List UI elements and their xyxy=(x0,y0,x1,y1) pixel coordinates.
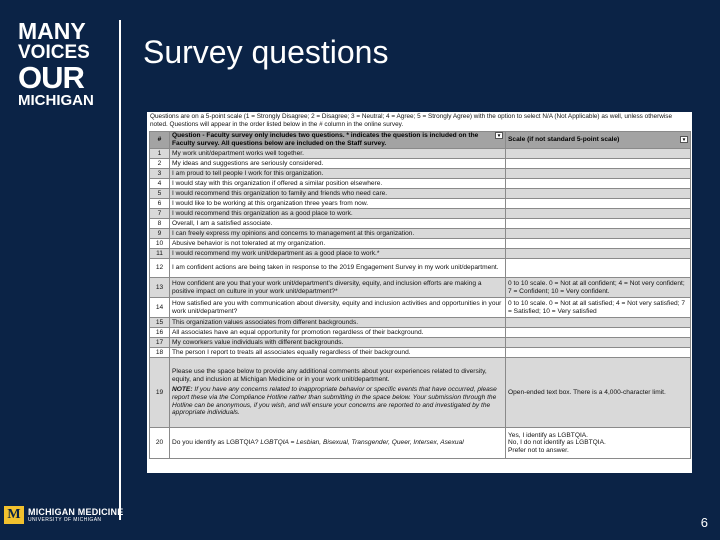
row-question: I would recommend this organization as a good place to work. xyxy=(170,209,506,219)
row-num: 8 xyxy=(150,219,170,229)
row-num: 4 xyxy=(150,179,170,189)
logo-line-3: OUR xyxy=(18,60,84,95)
row-question: My work unit/department works well together. xyxy=(170,149,506,159)
row-question-italic: LGBTQIA = Lesbian, Bisexual, Transgender, Queer, Intersex, Asexual xyxy=(260,439,464,447)
logo-line-4: MICHIGAN xyxy=(18,92,94,109)
row-num: 17 xyxy=(150,338,170,348)
row-question-note xyxy=(172,386,503,416)
row-num: 15 xyxy=(150,318,170,328)
row-scale xyxy=(506,159,691,169)
row-scale xyxy=(506,259,691,278)
row-scale xyxy=(506,189,691,199)
row-question: My ideas and suggestions are seriously considered. xyxy=(170,159,506,169)
row-question: This organization values associates from different backgrounds. xyxy=(170,318,506,328)
table-header-row xyxy=(150,132,691,149)
row-scale: Open-ended text box. There is a 4,000-character limit. xyxy=(506,358,691,428)
row-scale xyxy=(506,348,691,358)
row-num: 12 xyxy=(150,259,170,278)
row-scale xyxy=(506,219,691,229)
table-row xyxy=(150,358,691,428)
table-row xyxy=(150,169,691,179)
row-num: 2 xyxy=(150,159,170,169)
questions-table xyxy=(149,131,691,459)
table-row xyxy=(150,159,691,169)
table-row xyxy=(150,199,691,209)
page-number: 6 xyxy=(700,515,708,530)
row-num: 13 xyxy=(150,278,170,298)
table-row xyxy=(150,249,691,259)
row-question: I would stay with this organization if offered a similar position elsewhere. xyxy=(170,179,506,189)
row-question: I would recommend my work unit/department as a good place to work.* xyxy=(170,249,506,259)
row-question: Overall, I am a satisfied associate. xyxy=(170,219,506,229)
row-scale xyxy=(506,318,691,328)
row-question: The person I report to treats all associates equally regardless of their background. xyxy=(170,348,506,358)
row-num: 18 xyxy=(150,348,170,358)
vertical-divider xyxy=(119,20,121,520)
footer-logo-line-1: MICHIGAN MEDICINE xyxy=(28,507,124,517)
many-voices-logo xyxy=(18,20,108,109)
table-row xyxy=(150,428,691,459)
header-scale-text: Scale (if not standard 5-point scale) xyxy=(508,136,620,144)
note-label: NOTE: xyxy=(172,386,193,394)
header-num: # xyxy=(150,132,170,149)
row-scale xyxy=(506,229,691,239)
logo-line-1: MANY xyxy=(18,18,86,44)
table-row xyxy=(150,189,691,199)
row-scale xyxy=(506,249,691,259)
row-question: All associates have an equal opportunity for promotion regardless of their background. xyxy=(170,328,506,338)
footer-logo-line-2: UNIVERSITY OF MICHIGAN xyxy=(28,517,102,523)
row-scale xyxy=(506,428,691,459)
table-row xyxy=(150,219,691,229)
logo-line-2: VOICES xyxy=(18,42,90,63)
row-question: How satisfied are you with communication about diversity, equity and inclusion activities and opportunities in your work unit/department? xyxy=(170,298,506,318)
row-num: 9 xyxy=(150,229,170,239)
table-row xyxy=(150,229,691,239)
row-num: 10 xyxy=(150,239,170,249)
row-num: 20 xyxy=(150,428,170,459)
row-scale: 0 to 10 scale. 0 = Not at all satisfied; 4 = Not very satisfied; 7 = Satisfied; 10 = Very satisfied xyxy=(506,298,691,318)
row-num: 7 xyxy=(150,209,170,219)
scale-option: Yes, I identify as LGBTQIA. xyxy=(508,431,589,439)
table-row xyxy=(150,328,691,338)
row-question: How confident are you that your work unit/department's diversity, equity, and inclusion efforts are making a positive impact on culture in your work unit/department?* xyxy=(170,278,506,298)
row-question: I can freely express my opinions and concerns to management at this organization. xyxy=(170,229,506,239)
row-question-text: Do you identify as LGBTQIA? xyxy=(172,439,259,447)
table-row xyxy=(150,318,691,328)
row-scale xyxy=(506,179,691,189)
row-question: I am confident actions are being taken in response to the 2019 Engagement Survey in my work unit/department. xyxy=(170,259,506,278)
table-row xyxy=(150,298,691,318)
row-num: 19 xyxy=(150,358,170,428)
row-scale: 0 to 10 scale. 0 = Not at all confident; 4 = Not very confident; 7 = Confident; 10 = Very confident. xyxy=(506,278,691,298)
row-num: 14 xyxy=(150,298,170,318)
row-num: 6 xyxy=(150,199,170,209)
row-scale xyxy=(506,338,691,348)
row-num: 5 xyxy=(150,189,170,199)
header-scale xyxy=(506,132,691,149)
row-scale xyxy=(506,209,691,219)
table-row xyxy=(150,179,691,189)
table-row xyxy=(150,338,691,348)
row-question xyxy=(170,428,506,459)
block-m-icon: M xyxy=(4,506,24,524)
slide-title: Survey questions xyxy=(143,34,389,70)
filter-dropdown-icon[interactable]: ▾ xyxy=(495,132,503,139)
michigan-medicine-logo xyxy=(4,506,123,524)
row-question-text: Please use the space below to provide any additional comments about your experiences related to diversity, equity, and inclusion at Michigan Medicine or in your work unit/department. xyxy=(172,368,487,383)
row-question: My coworkers value individuals with different backgrounds. xyxy=(170,338,506,348)
row-scale xyxy=(506,328,691,338)
row-scale xyxy=(506,199,691,209)
table-row xyxy=(150,348,691,358)
row-num: 3 xyxy=(150,169,170,179)
scale-option: No, I do not identify as LGBTQIA. xyxy=(508,439,606,447)
note-text: If you have any concerns related to inappropriate behavior or specific events that have occurred, please report these via the Compliance Hotline rather than submitting in the space below. Your submission through the Hotline can be anonymous, if you wish, and will ensure your concerns are reported to and investigated by the appropriate individuals. xyxy=(172,386,497,417)
table-row xyxy=(150,149,691,159)
header-question xyxy=(170,132,506,149)
row-scale xyxy=(506,239,691,249)
row-question xyxy=(170,358,506,428)
scale-note: Questions are on a 5-point scale (1 = Strongly Disagree; 2 = Disagree; 3 = Neutral; 4 = Agree; 5 = Strongly Agree) with the option to select N/A (Not Applicable) as well, unless otherwise noted. Questions will appear in the order listed below in the # column in the online survey. xyxy=(150,113,673,128)
filter-dropdown-icon[interactable]: ▾ xyxy=(680,136,688,143)
table-row xyxy=(150,209,691,219)
row-num: 16 xyxy=(150,328,170,338)
table-row xyxy=(150,278,691,298)
table-row xyxy=(150,239,691,249)
row-scale xyxy=(506,169,691,179)
scale-option: Prefer not to answer. xyxy=(508,446,569,454)
row-num: 11 xyxy=(150,249,170,259)
row-question: Abusive behavior is not tolerated at my organization. xyxy=(170,239,506,249)
row-question: I am proud to tell people I work for this organization. xyxy=(170,169,506,179)
spreadsheet-image xyxy=(147,112,692,473)
row-question: I would like to be working at this organization three years from now. xyxy=(170,199,506,209)
row-num: 1 xyxy=(150,149,170,159)
row-question: I would recommend this organization to family and friends who need care. xyxy=(170,189,506,199)
table-row xyxy=(150,259,691,278)
row-scale xyxy=(506,149,691,159)
header-question-text: Question - Faculty survey only includes two questions. * indicates the question is included on the Faculty survey. All questions below are included on the Staff survey. xyxy=(172,132,479,147)
